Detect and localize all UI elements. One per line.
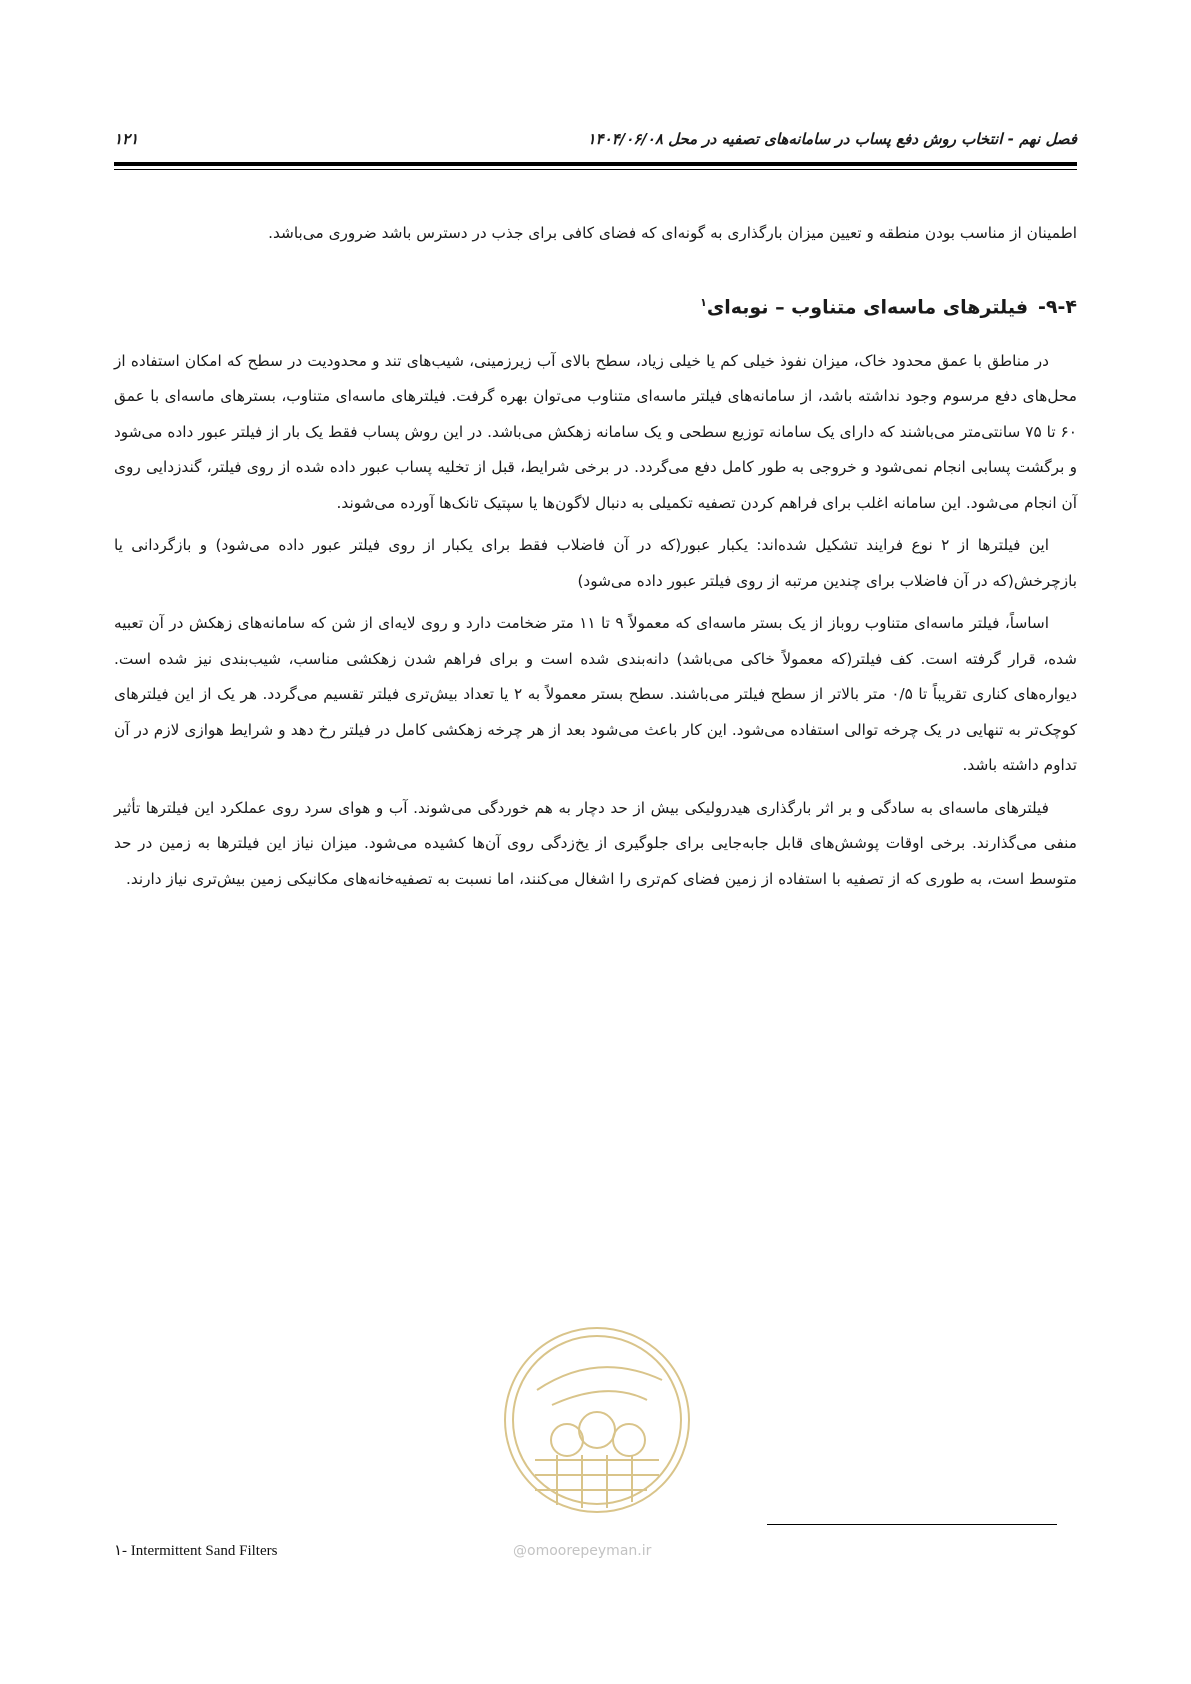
running-header xyxy=(114,124,1077,154)
section-heading xyxy=(114,288,1077,322)
section-title: فیلترهای ماسه‌ای متناوب – نوبه‌ای xyxy=(706,295,1029,318)
paragraph: این فیلترها از ۲ نوع فرایند تشکیل شده‌اند: یکبار عبور(که در آن فاضلاب فقط برای یکبار از روی فیلتر عبور داده می‌شود) و بازگردانی یا بازچرخش(که در آن فاضلاب برای چندین مرتبه از روی فیلتر عبور داده می‌شود) xyxy=(114,536,1077,590)
watermark-logo xyxy=(497,1320,697,1520)
page-number: ۱۲۱ xyxy=(114,130,139,148)
running-header-title: فصل نهم - انتخاب روش دفع پساب در سامانه‌های تصفیه در محل ۱۴۰۴/۰۶/۰۸ xyxy=(587,130,1077,148)
footnote-ref[interactable]: ۱ xyxy=(700,295,707,309)
watermark-url xyxy=(513,1543,651,1559)
header-rule-thin xyxy=(114,169,1077,170)
at-icon: @ xyxy=(513,1543,527,1559)
body-content xyxy=(114,216,1077,904)
paragraph: فیلترهای ماسه‌ای به سادگی و بر اثر بارگذاری هیدرولیکی بیش از حد دچار به هم خوردگی می‌شوند. آب و هوای سرد روی عملکرد این فیلترها تأثیر منفی می‌گذارند. برخی اوقات پوشش‌های قابل جابه‌جایی برای جلوگیری از یخ‌زدگی روی آن‌ها کشیده می‌شود. میزان نیاز این فیلترها به زمین در حد متوسط است، به طوری که از تصفیه با استفاده از زمین فضای کم‌تری را اشغال می‌کنند، اما نسبت به تصفیه‌خانه‌های مکانیکی زمین بیش‌تری نیاز دارند. xyxy=(114,798,1077,888)
gear-icon xyxy=(613,1424,645,1456)
watermark-outer-ring xyxy=(505,1328,689,1512)
section-number: ۹-۴- xyxy=(1038,295,1077,318)
footnote: ۱- Intermittent Sand Filters xyxy=(114,1543,278,1559)
gear-icon xyxy=(579,1412,615,1448)
watermark-script-stroke xyxy=(552,1391,647,1405)
watermark-inner-ring xyxy=(513,1336,681,1504)
header-rule-thick xyxy=(114,162,1077,166)
watermark-url-text: omoorepeyman.ir xyxy=(527,1543,652,1559)
intro-paragraph: اطمینان از مناسب بودن منطقه و تعیین میزان بارگذاری به گونه‌ای که فضای کافی برای جذب در دسترس باشد ضروری می‌باشد. xyxy=(268,224,1077,242)
footnote-rule xyxy=(767,1524,1057,1525)
watermark-script-stroke xyxy=(537,1367,662,1390)
paragraph: اساساً، فیلتر ماسه‌ای متناوب روباز از یک بستر ماسه‌ای که معمولاً ۹ تا ۱۱ متر ضخامت دارد و روی لایه‌ای از شن که سامانه‌های زهکش در آن تعبیه شده، قرار گرفته است. کف فیلتر(که معمولاً خاکی می‌باشد) دانه‌بندی شده است و برای فراهم شدن زهکشی مناسب، شیب‌بندی نیز شده است. دیواره‌های کناری تقریباً تا ۰/۵ متر بالاتر از سطح فیلتر می‌باشند. سطح بستر معمولاً به ۲ یا تعداد بیش‌تری فیلتر تقسیم می‌گردد. هر یک از این فیلترهای کوچک‌تر به تنهایی در یک چرخه توالی استفاده می‌شود. این کار باعث می‌شود بعد از هر چرخه زهکشی کامل در فیلتر رخ دهد و شرایط هوازی لازم در آن تداوم داشته باشد. xyxy=(114,614,1078,775)
paragraph: در مناطق با عمق محدود خاک، میزان نفوذ خیلی کم یا خیلی زیاد، سطح بالای آب زیرزمینی، شیب‌های تند و محدودیت در سطح که امکان استفاده از محل‌های دفع مرسوم وجود نداشته باشد، از سامانه‌های فیلتر ماسه‌ای متناوب می‌توان بهره گرفت. فیلترهای ماسه‌ای متناوب، بسترهای ماسه‌ای با عمق ۶۰ تا ۷۵ سانتی‌متر می‌باشند که دارای یک سامانه توزیع سطحی و یک سامانه زهکش می‌باشد. در این روش پساب فقط یک بار از فیلتر عبور داده می‌شود و برگشت پسابی انجام نمی‌شود و خروجی به طور کامل دفع می‌گردد. در برخی شرایط، قبل از تخلیه پساب عبور داده شده از روی فیلتر، گندزدایی روی آن انجام می‌شود. این سامانه اغلب برای فراهم کردن تصفیه تکمیلی به دنبال لاگون‌ها یا سپتیک تانک‌ها آورده می‌شوند. xyxy=(114,351,1077,512)
